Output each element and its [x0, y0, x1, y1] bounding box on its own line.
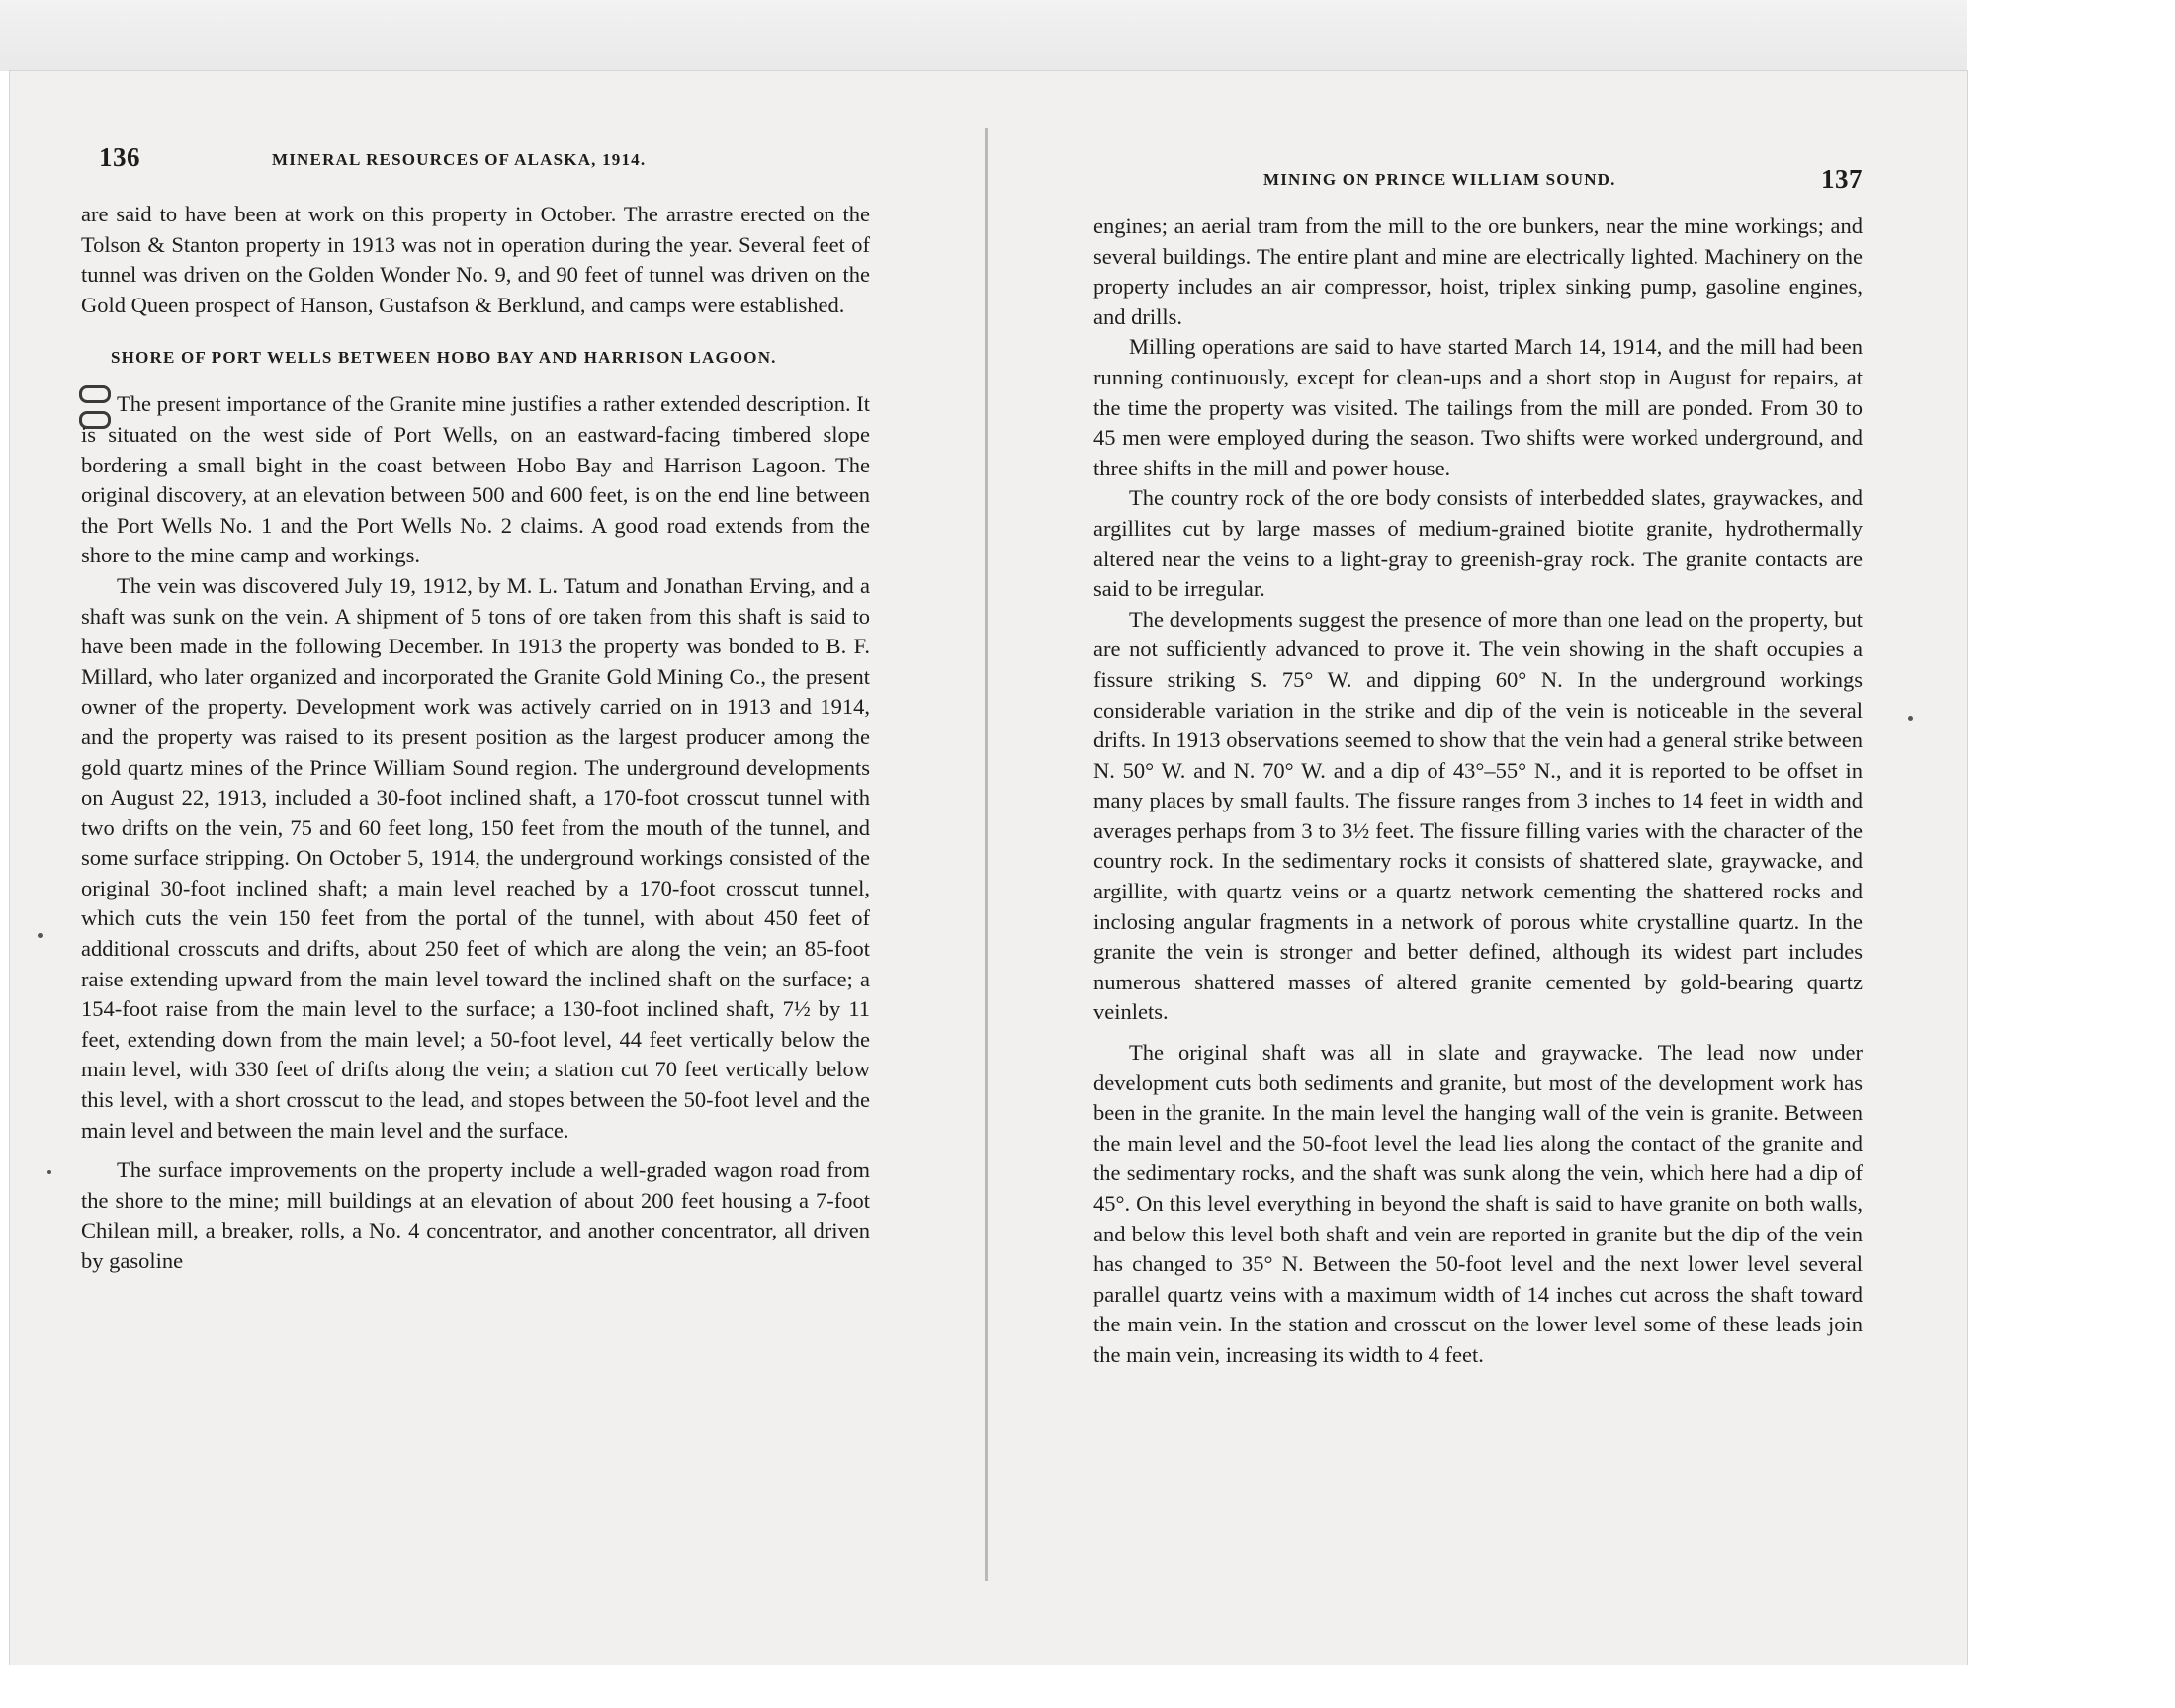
paragraph: The country rock of the ore body consists of interbedded slates, graywackes, and argillites cut by large masses of medium-grained biotite granite, hydrothermally altered near the veins to a light-gray to greenish-gray rock. The granite contacts are said to be irregular. [1093, 485, 1863, 602]
left-page [10, 71, 989, 1665]
paragraph: are said to have been at work on this property in October. The arrastre erected on the Tolson & Stanton property in 1913 was not in operation during the year. Several feet of tunnel was driven on the Golden Wonder No. 9, and 90 feet of tunnel was driven on the Gold Queen prospect of Hanson, Gustafson & Berklund, and camps were established. [81, 202, 870, 317]
book-spread [10, 71, 1967, 1665]
scan-speck [38, 933, 43, 938]
paragraph: Milling operations are said to have started March 14, 1914, and the mill had been running continuously, except for clean-ups and a short stop in August for repairs, at the time the property was visited. The tailings from the mill are ponded. From 30 to 45 men were employed during the season. Two shifts were worked underground, and three shifts in the mill and power house. [1093, 334, 1863, 480]
running-head-left: MINERAL RESOURCES OF ALASKA, 1914. [272, 150, 647, 169]
page-number-right: 137 [1821, 164, 1863, 194]
paragraph: engines; an aerial tram from the mill to the ore bunkers, near the mine workings; and several buildings. The entire plant and mine are electrically lighted. Machinery on the property includes an air compressor, hoist, triplex sinking pump, gasoline engines, and drills. [1093, 214, 1863, 329]
scan-speck [47, 1170, 51, 1174]
paragraph: The vein was discovered July 19, 1912, by M. L. Tatum and Jonathan Erving, and a shaft was sunk on the vein. A shipment of 5 tons of ore taken from this shaft is said to have been made in the following December. In 1913 the property was bonded to B. F. Millard, who later organized and incorporated the Granite Gold Mining Co., the present owner of the property. Development work was actively carried on in 1913 and 1914, and the property was raised to its present position as the largest producer among the gold quartz mines of the Prince William Sound region. The underground developments on August 22, 1913, included a 30-foot inclined shaft, a 170-foot crosscut tunnel with two drifts on the vein, 75 and 60 feet long, 150 feet from the mouth of the tunnel, and some surface stripping. On October 5, 1914, the underground workings consisted of the original 30-foot inclined shaft; a main level reached by a 170-foot crosscut tunnel, which cuts the vein 150 feet from the portal of the tunnel, with about 450 feet of additional crosscuts and drifts, about 250 feet of which are along the vein; an 85-foot raise extending upward from the main level toward the inclined shaft on the surface; a 154-foot raise from the main level to the surface; a 130-foot inclined shaft, 7½ by 11 feet, extending down from the main level; a 50-foot level, 44 feet vertically below the main level, with 330 feet of drifts along the vein; a station cut 70 feet vertically below this level, with a short crosscut to the lead, and stopes between the 50-foot level and the main level and between the main level and the surface. [81, 572, 870, 1143]
running-head-right: MINING ON PRINCE WILLIAM SOUND. [1263, 170, 1616, 189]
right-text-column [1093, 212, 1863, 1371]
section-heading: SHORE OF PORT WELLS BETWEEN HOBO BAY AND HARRISON LAGOON. [111, 348, 777, 368]
scan-speck [1908, 716, 1913, 721]
paragraph: The present importance of the Granite mine justifies a rather extended description. It is situated on the west side of Port Wells, on an eastward-facing timbered slope bordering a small bight in the coast between Hobo Bay and Harrison Lagoon. The original discovery, at an elevation between 500 and 600 feet, is on the end line between the Port Wells No. 1 and the Port Wells No. 2 claims. A good road extends from the shore to the mine camp and workings. [81, 391, 870, 568]
right-page [989, 71, 1967, 1665]
paragraph: The original shaft was all in slate and graywacke. The lead now under development cuts both sediments and granite, but most of the development work has been in the granite. In the main level the hanging wall of the vein is granite. Between the main level and the 50-foot level the lead lies along the contact of the granite and the sedimentary rocks, and the shaft was sunk along the vein, which here had a dip of 45°. On this level everything in beyond the shaft is said to have granite on both walls, and below this level both shaft and vein are reported in granite but the dip of the vein has changed to 35° N. Between the 50-foot level and the next lower level several parallel quartz veins with a maximum width of 14 inches cut across the shaft toward the main vein. In the station and crosscut on the lower level some of these leads join the main vein, increasing its width to 4 feet. [1093, 1040, 1863, 1367]
left-text-column [81, 200, 870, 1277]
paragraph: The surface improvements on the property include a well-graded wagon road from the shore to the mine; mill buildings at an elevation of about 200 feet housing a 7-foot Chilean mill, a breaker, rolls, a No. 4 concentrator, and another concentrator, all driven by gasoline [81, 1157, 870, 1273]
scanner-margin [0, 0, 1967, 71]
page-number-left: 136 [99, 142, 140, 172]
paragraph: The developments suggest the presence of more than one lead on the property, but are not sufficiently advanced to prove it. The vein showing in the shaft occupies a fissure striking S. 75° W. and dipping 60° N. In the underground workings considerable variation in the strike and dip of the vein is noticeable in the several drifts. In 1913 observations seemed to show that the vein had a general strike between N. 50° W. and N. 70° W. and a dip of 43°–55° N., and it is reported to be offset in many places by small faults. The fissure ranges from 3 inches to 14 feet in width and averages perhaps from 3 to 3½ feet. The fissure filling varies with the character of the country rock. In the sedimentary rocks it consists of shattered slate, graywacke, and argillite, with quartz veins or a quartz network cementing the shattered rocks and inclosing angular fragments in a network of porous white crystalline quartz. In the granite the vein is stronger and better defined, although its widest part includes numerous shattered masses of altered granite cemented by gold-bearing quartz veinlets. [1093, 606, 1863, 1025]
